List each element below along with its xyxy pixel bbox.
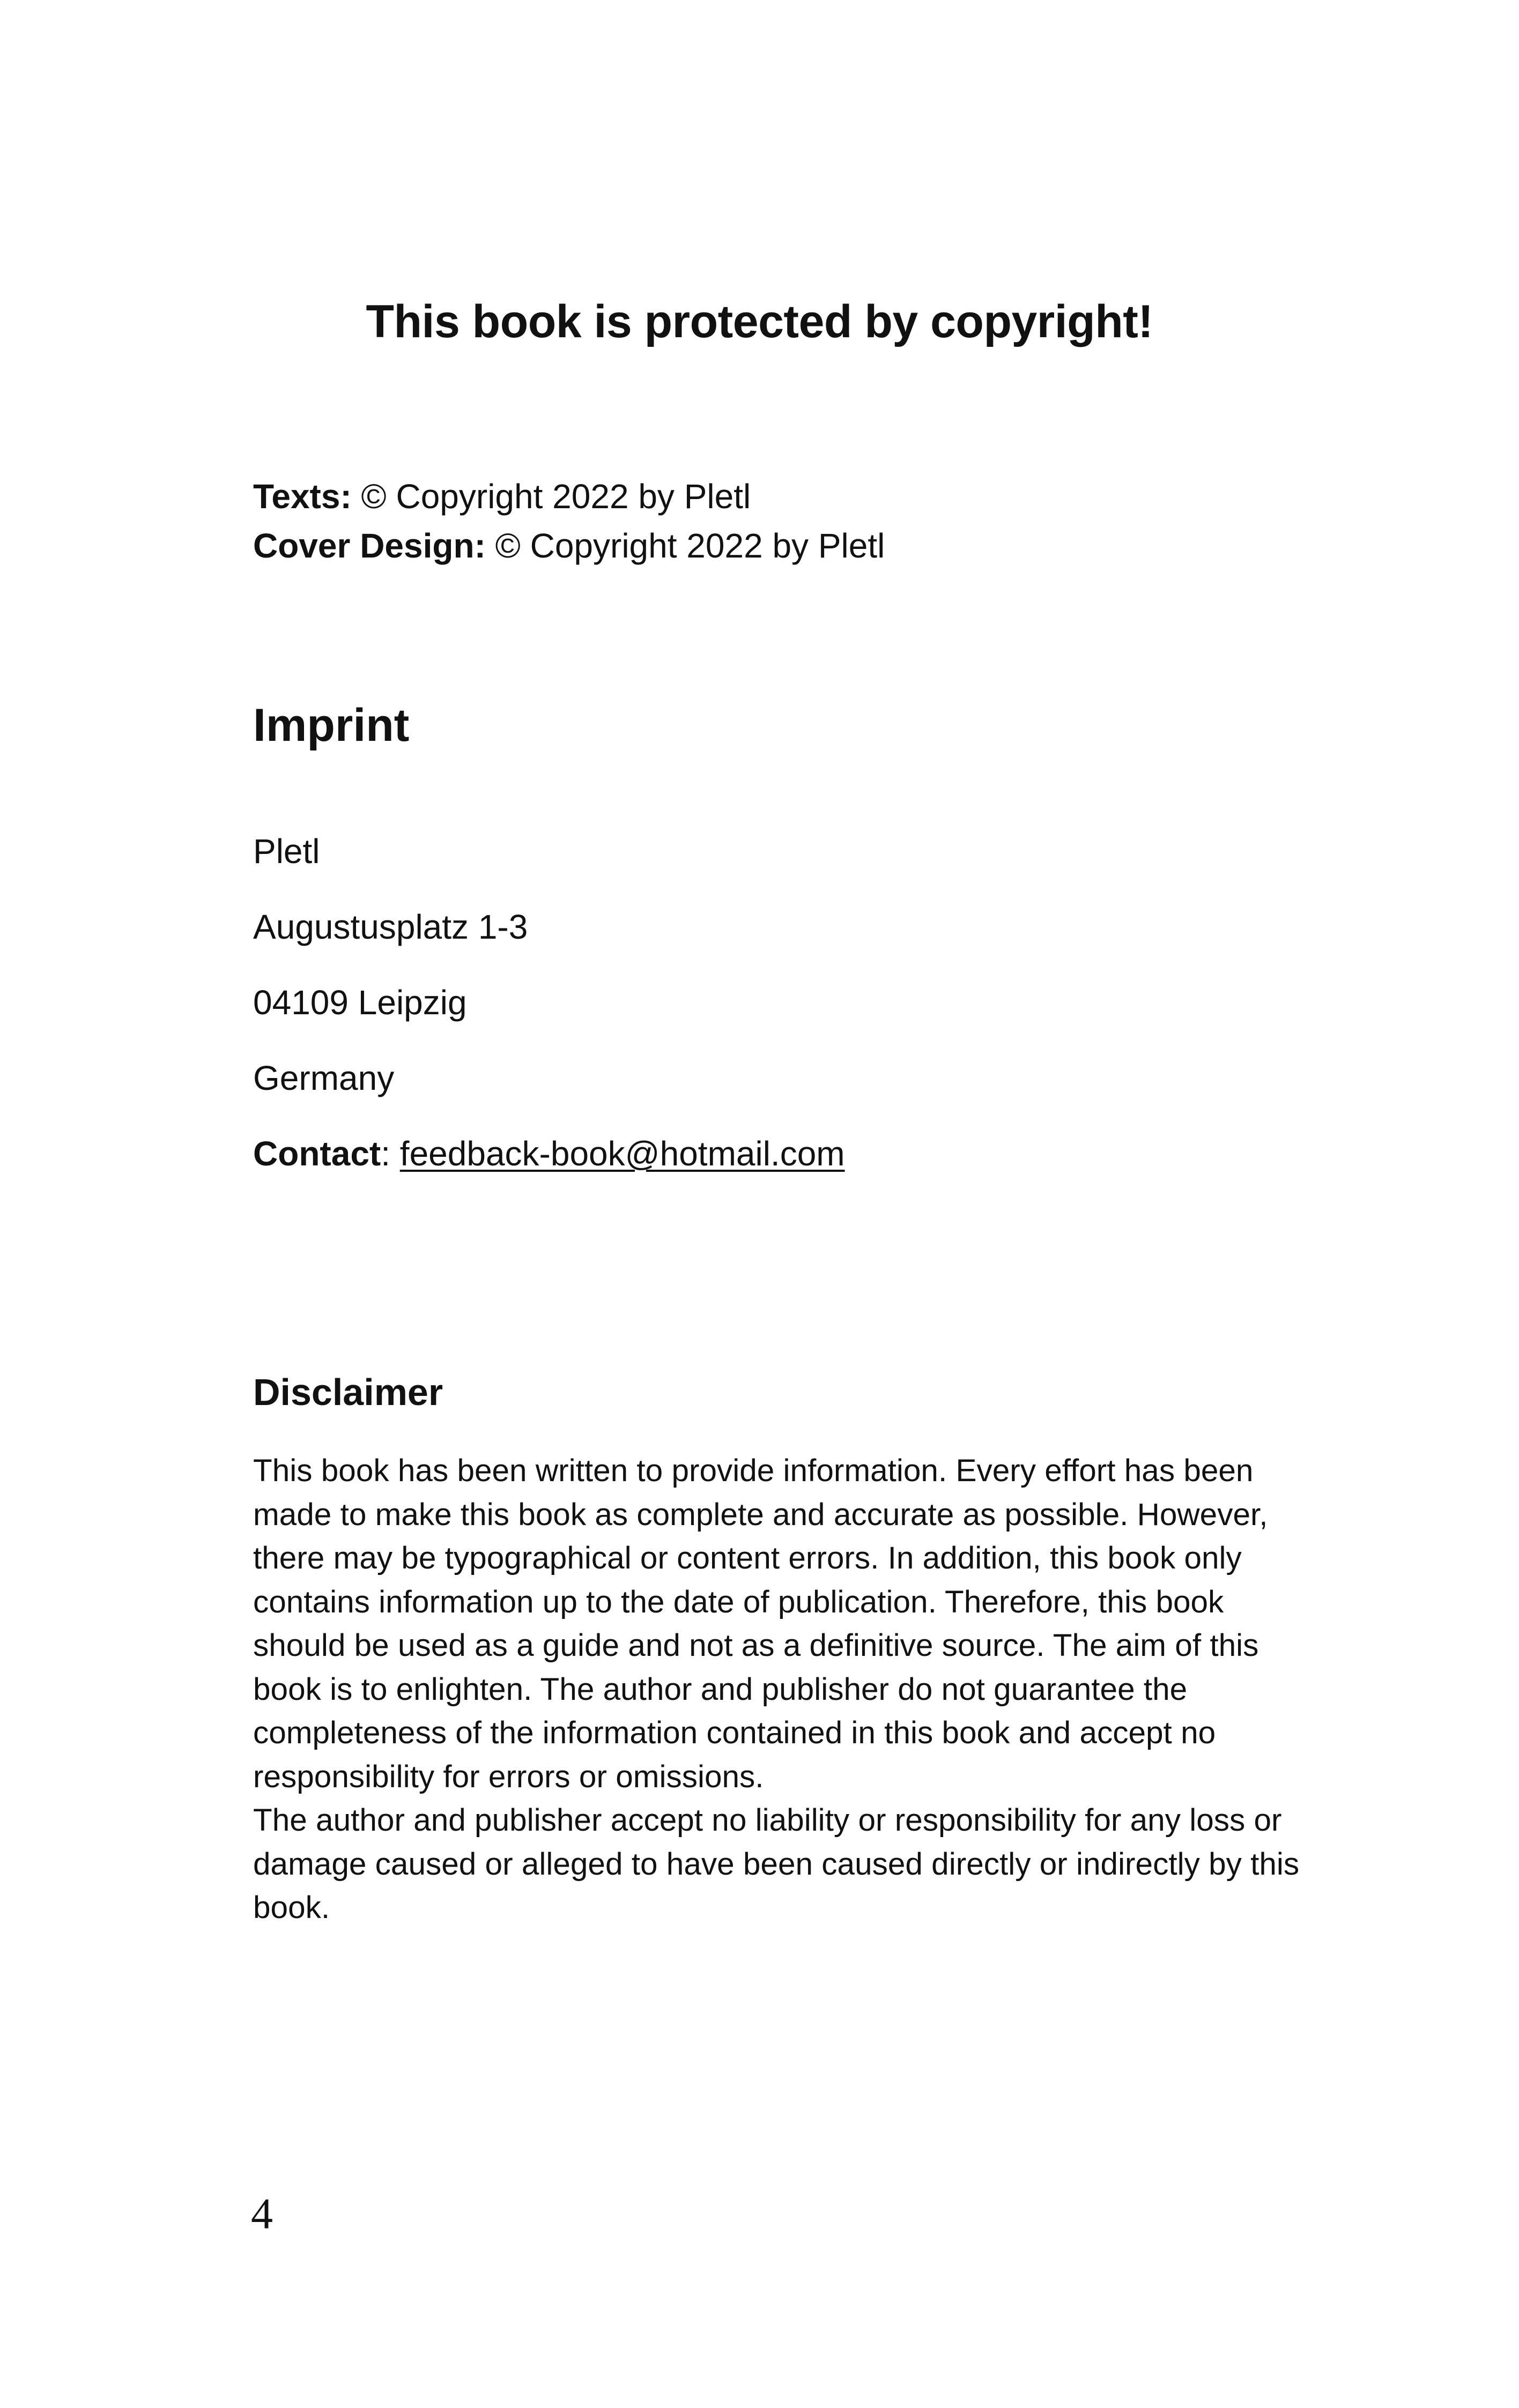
page-number: 4 [251, 2189, 273, 2238]
imprint-country: Germany [253, 1059, 395, 1097]
copyright-cover-label: Cover Design: [253, 526, 486, 565]
copyright-cover-value: © Copyright 2022 by Pletl [485, 526, 885, 565]
imprint-contact [253, 1132, 845, 1175]
copyright-cover-line [253, 521, 885, 570]
imprint-name: Pletl [253, 832, 320, 871]
imprint-address [253, 830, 845, 1175]
copyright-texts-value: © Copyright 2022 by Pletl [351, 477, 751, 516]
imprint-street: Augustusplatz 1-3 [253, 908, 528, 946]
disclaimer-paragraph: This book has been written to provide information. Every effort has been made to make this book as complete and accurate as possible. However, there may be typographical or content errors. In addition, this book only contains information up to the date of publication. Therefore, this book should be used as a guide and not as a definitive source. The aim of this book is to enlighten. The author and publisher do not guarantee the completeness of the information contained in this book and accept no responsibility for errors or omissions. [253, 1453, 1268, 1794]
imprint-city: 04109 Leipzig [253, 983, 467, 1022]
contact-label: Contact [253, 1134, 381, 1173]
disclaimer-heading: Disclaimer [253, 1371, 443, 1413]
imprint-heading: Imprint [253, 700, 410, 751]
disclaimer-paragraph: The author and publisher accept no liability or responsibility for any loss or damage caused or alleged to have been caused directly or indirectly by this book. [253, 1803, 1300, 1925]
copyright-block [253, 472, 885, 570]
disclaimer-body [253, 1449, 1304, 1930]
contact-email-link[interactable]: feedback-book@hotmail.com [399, 1134, 845, 1173]
contact-separator: : [381, 1134, 400, 1173]
copyright-texts-line [253, 472, 885, 521]
page-title: This book is protected by copyright! [366, 296, 1153, 347]
copyright-texts-label: Texts: [253, 477, 352, 516]
